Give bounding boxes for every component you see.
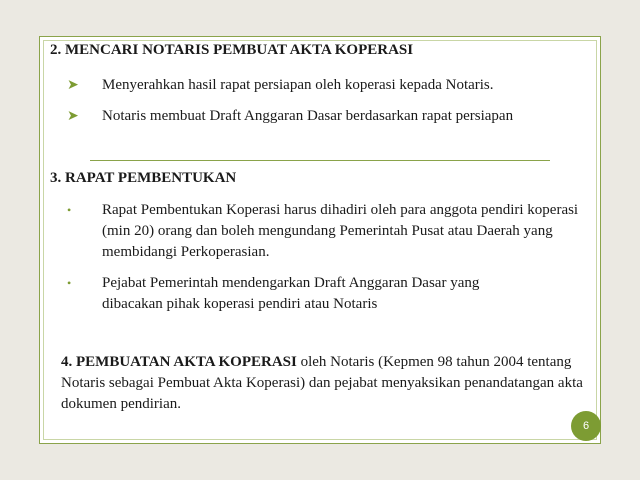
list-item	[67, 106, 597, 127]
dot-bullet-icon: •	[67, 203, 72, 217]
section-2-heading: 2. MENCARI NOTARIS PEMBUAT AKTA KOPERASI	[50, 42, 414, 58]
page-number-badge: 6	[571, 411, 601, 441]
arrow-bullet-icon: ➤	[67, 78, 79, 93]
section-4-text: oleh Notaris (Kepmen 98 tahun 2004 tentang Notaris sebagai Pembuat Akta Koperasi) dan pejabat menyaksikan penandatangan akta dokumen pendirian.	[61, 354, 583, 412]
list-item-text: Notaris membuat Draft Anggaran Dasar berdasarkan rapat persiapan	[102, 108, 514, 124]
list-item	[67, 75, 597, 96]
section-4-paragraph	[61, 352, 596, 415]
list-item	[67, 273, 597, 315]
section-4-heading: 4. PEMBUATAN AKTA KOPERASI	[61, 354, 297, 370]
list-item	[67, 200, 597, 263]
section-divider	[90, 160, 550, 161]
section-3-heading: 3. RAPAT PEMBENTUKAN	[50, 170, 237, 186]
list-item-text: Pejabat Pemerintah mendengarkan Draft Anggaran Dasar yang dibacakan pihak koperasi pendiri atau Notaris	[102, 275, 480, 312]
list-item-text: Rapat Pembentukan Koperasi harus dihadiri oleh para anggota pendiri koperasi (min 20) orang dan boleh mengundang Pemerintah Pusat atau Daerah yang membidangi Perkoperasian.	[102, 202, 579, 260]
dot-bullet-icon: •	[67, 276, 72, 290]
list-item-text: Menyerahkan hasil rapat persiapan oleh koperasi kepada Notaris.	[102, 77, 494, 93]
arrow-bullet-icon: ➤	[67, 109, 79, 124]
